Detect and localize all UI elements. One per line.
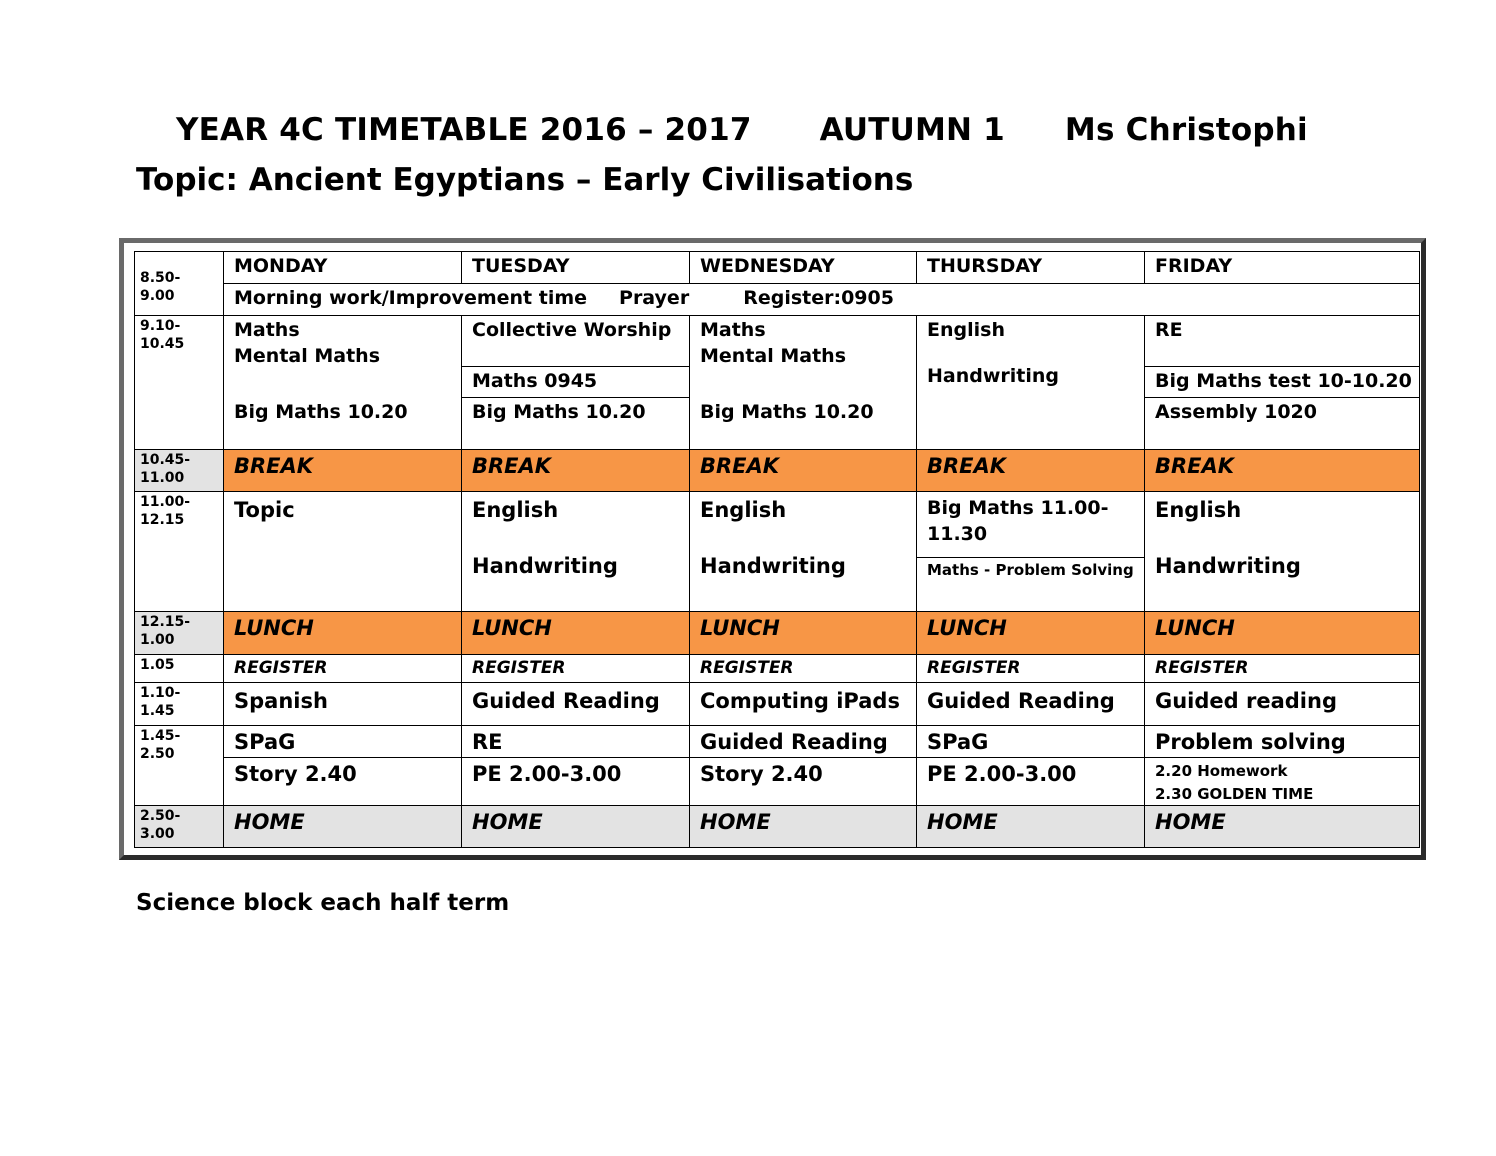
time-cell: 1.05: [135, 655, 224, 683]
lesson-label: Maths: [700, 319, 766, 341]
time-cell: 12.15- 1.00: [135, 612, 224, 655]
table-row: [135, 316, 1420, 367]
lesson-label: 2.30 GOLDEN TIME: [1155, 784, 1314, 803]
table-row: [135, 806, 1420, 848]
lunch-cell: LUNCH: [462, 612, 690, 655]
time-cell: 9.10- 10.45: [135, 316, 224, 450]
lesson-label: English: [472, 498, 559, 522]
lesson-cell: Big Maths 11.00-11.30: [917, 492, 1145, 558]
home-cell: HOME: [917, 806, 1145, 848]
break-cell: BREAK: [462, 450, 690, 492]
lesson-cell: Guided Reading: [690, 726, 917, 758]
table-row: [135, 612, 1420, 655]
lesson-cell: Big Maths 10.20: [224, 398, 462, 450]
day-header-thursday: THURSDAY: [917, 252, 1145, 284]
register-cell: REGISTER: [224, 655, 462, 683]
day-header-friday: FRIDAY: [1145, 252, 1420, 284]
lesson-label: Handwriting: [700, 554, 846, 579]
lesson-label: English: [927, 319, 1005, 341]
table-row: [135, 655, 1420, 683]
register-time-label: Register:0905: [743, 287, 894, 309]
lesson-cell: Problem solving: [1145, 726, 1420, 758]
lesson-cell: Guided Reading: [462, 683, 690, 726]
lesson-cell: Maths - Problem Solving: [917, 558, 1145, 612]
title-teacher: Ms Christophi: [1064, 112, 1308, 148]
lesson-cell: Topic: [224, 492, 462, 612]
lesson-cell: Big Maths test 10-10.20: [1145, 367, 1420, 398]
lesson-cell: Story 2.40: [224, 758, 462, 806]
time-cell: 2.50- 3.00: [135, 806, 224, 848]
break-cell: BREAK: [1145, 450, 1420, 492]
timetable: [134, 251, 1420, 848]
time-cell: 10.45- 11.00: [135, 450, 224, 492]
time-cell: 8.50- 9.00: [135, 252, 224, 316]
lesson-label: English: [700, 498, 787, 522]
table-row: [135, 683, 1420, 726]
register-cell: REGISTER: [917, 655, 1145, 683]
lesson-cell: [1145, 758, 1420, 806]
lesson-cell: Guided Reading: [917, 683, 1145, 726]
lesson-cell: Spanish: [224, 683, 462, 726]
lesson-cell: [1145, 492, 1420, 612]
home-cell: HOME: [462, 806, 690, 848]
lesson-label: Handwriting: [1155, 554, 1301, 579]
lesson-cell: Big Maths 10.20: [690, 398, 917, 450]
lesson-cell: Big Maths 10.20: [462, 398, 690, 450]
lesson-cell: [224, 316, 462, 398]
lesson-cell: Collective Worship: [462, 316, 690, 367]
time-cell: 1.10- 1.45: [135, 683, 224, 726]
morning-cell: [224, 284, 1420, 316]
table-row: [135, 726, 1420, 758]
lesson-label: Handwriting: [472, 554, 618, 579]
table-row: [135, 758, 1420, 806]
table-row: [135, 492, 1420, 558]
table-row: [135, 450, 1420, 492]
page-title: [176, 112, 1308, 148]
lunch-cell: LUNCH: [690, 612, 917, 655]
lesson-cell: Guided reading: [1145, 683, 1420, 726]
table-row: [135, 398, 1420, 450]
lesson-label: Handwriting: [927, 364, 1060, 387]
timetable-frame: [119, 238, 1426, 860]
register-cell: REGISTER: [462, 655, 690, 683]
lesson-cell: SPaG: [224, 726, 462, 758]
lesson-cell: RE: [1145, 316, 1420, 367]
break-cell: BREAK: [224, 450, 462, 492]
break-cell: BREAK: [690, 450, 917, 492]
home-cell: HOME: [1145, 806, 1420, 848]
lesson-label: 2.20 Homework: [1155, 762, 1288, 780]
lesson-cell: [690, 316, 917, 398]
lesson-cell: Assembly 1020: [1145, 398, 1420, 450]
day-header-tuesday: TUESDAY: [462, 252, 690, 284]
lesson-cell: [462, 492, 690, 612]
lesson-cell: Computing iPads: [690, 683, 917, 726]
lesson-label: Mental Maths: [234, 344, 380, 367]
lesson-cell: PE 2.00-3.00: [917, 758, 1145, 806]
register-cell: REGISTER: [1145, 655, 1420, 683]
day-header-wednesday: WEDNESDAY: [690, 252, 917, 284]
table-row: [135, 284, 1420, 316]
lunch-cell: LUNCH: [1145, 612, 1420, 655]
home-cell: HOME: [690, 806, 917, 848]
lesson-label: English: [1155, 498, 1242, 522]
time-cell: 1.45- 2.50: [135, 726, 224, 806]
register-cell: REGISTER: [690, 655, 917, 683]
lesson-cell: Maths 0945: [462, 367, 690, 398]
lunch-cell: LUNCH: [224, 612, 462, 655]
title-term: AUTUMN 1: [819, 112, 1005, 148]
table-row: [135, 252, 1420, 284]
day-header-monday: MONDAY: [224, 252, 462, 284]
lesson-label: Mental Maths: [700, 344, 846, 367]
lesson-label: Maths: [234, 319, 300, 341]
break-cell: BREAK: [917, 450, 1145, 492]
lesson-cell: [917, 316, 1145, 450]
time-cell: 11.00- 12.15: [135, 492, 224, 612]
lesson-cell: [690, 492, 917, 612]
lesson-cell: RE: [462, 726, 690, 758]
lesson-cell: SPaG: [917, 726, 1145, 758]
prayer-label: Prayer: [619, 287, 690, 309]
lunch-cell: LUNCH: [917, 612, 1145, 655]
title-main: YEAR 4C TIMETABLE 2016 – 2017: [176, 112, 752, 148]
footer-note: Science block each half term: [136, 890, 510, 916]
morning-work-label: Morning work/Improvement time: [234, 287, 588, 309]
lesson-cell: Story 2.40: [690, 758, 917, 806]
topic-heading: Topic: Ancient Egyptians – Early Civilisations: [136, 162, 914, 198]
lesson-cell: PE 2.00-3.00: [462, 758, 690, 806]
home-cell: HOME: [224, 806, 462, 848]
